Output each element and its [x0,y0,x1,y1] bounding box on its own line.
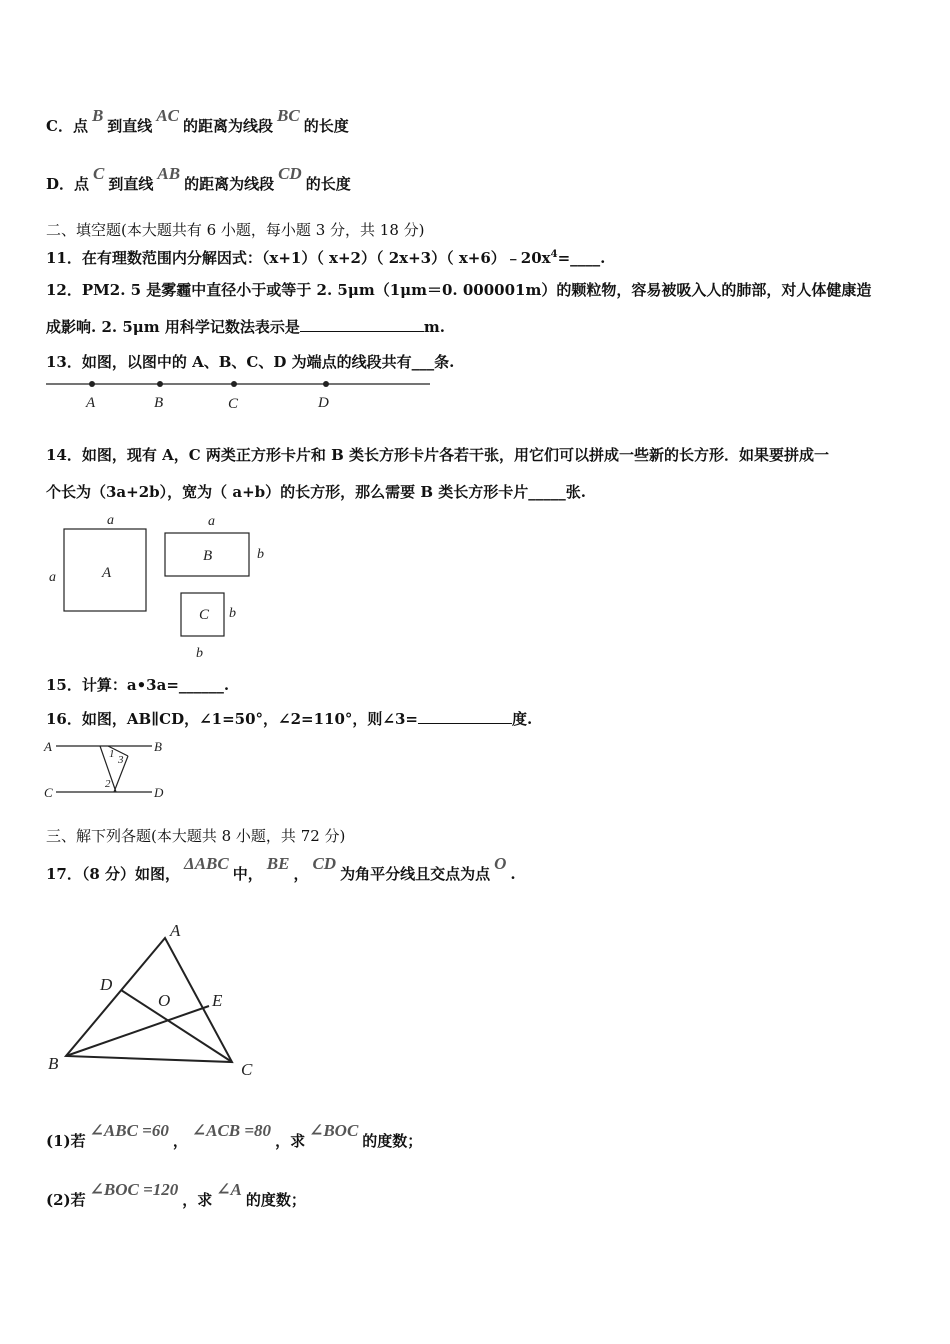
math-angle-a: ∠A [216,1180,242,1199]
section-2-heading: 二、填空题(本大题共有 6 小题，每小题 3 分，共 18 分) [46,221,425,239]
question-14-line2: 个长为（3a+2b），宽为（ a+b）的长方形，那么需要 B 类长方形卡片_____张. [46,483,586,501]
math-triangle-abc: ΔABC [184,854,229,873]
label-d: D [154,785,164,800]
card-b-name: B [203,548,213,564]
angle-3-label: 3 [118,754,124,766]
question-16: 16．如图，AB∥CD，∠1=50°，∠2=110°，则∠3= 度. [46,710,533,728]
point-d-label: D [100,975,113,994]
question-13: 13．如图，以图中的 A、B、C、D 为端点的线段共有___条. [46,353,455,371]
card-a-top-label: a [107,513,114,528]
question-15: 15．计算：a•3a=______. [46,676,230,694]
vertex-c-label: C [241,1060,253,1079]
label-c: C [44,785,53,800]
part-1: (1)若∠ABC =60，∠ACB =80，求∠BOC的度数； [46,1121,423,1150]
angle-1-label: 1 [109,748,115,760]
math-angle-boc: ∠BOC [309,1121,359,1140]
section-3-heading: 三、解下列各题(本大题共 8 小题，共 72 分) [46,827,346,845]
math-angle-boc: ∠BOC =120 [89,1180,179,1199]
option-d: D．点C到直线AB的距离为线段CD的长度 [46,164,351,193]
math-cd: CD [312,854,337,873]
math-c: C [93,164,105,183]
card-c-bottom-label: b [196,646,203,661]
vertex-b-label: B [48,1054,59,1073]
card-b-top-label: a [208,514,215,529]
point-b-label: B [154,395,164,411]
question-12-line2: 成影响. 2. 5μm 用科学记数法表示是 m. [46,318,445,336]
math-ab: AB [157,164,181,183]
card-a-name: A [102,565,112,581]
math-o: O [494,854,507,873]
card-b-side-label: b [257,547,264,562]
question-11: 11．在有理数范围内分解因式：（x+1）（ x+2）（ 2x+3）（ $x+6)﹣20x^4=\_\_\_\_$. [46,249,606,267]
question-12-line1: 12．PM2. 5 是雾霾中直径小于或等于 2. 5μm（1μm＝0. 000001m）的颗粒物，容易被吸入人的肺部，对人体健康造 [46,281,872,299]
part-2: (2)若∠BOC =120，求∠A的度数； [46,1180,306,1209]
label-a: A [44,739,52,754]
card-c-side-label: b [229,606,236,621]
point-o-label: O [158,991,171,1010]
math-be: BE [266,854,290,873]
math-b: B [91,106,104,125]
math-angle-acb: ∠ACB =80 [191,1121,272,1140]
math-cd: CD [278,164,302,183]
option-c: C．点B到直线AC的距离为线段BC的长度 [46,106,349,135]
point-e-label: E [212,991,223,1010]
math-angle-abc: ∠ABC =60 [89,1121,169,1140]
question-17: 17．（8 分）如图，ΔABC中，BE，CD为角平分线且交点为点O. [46,854,516,883]
math-ac: AC [156,106,179,125]
math-bc: BC [277,106,300,125]
vertex-a-label: A [170,921,181,940]
card-a-side-label: a [49,570,56,585]
point-d-label: D [318,395,329,411]
point-c-label: C [228,396,239,412]
point-a-label: A [86,395,96,411]
question-14-line1: 14．如图，现有 A，C 两类正方形卡片和 B 类长方形卡片各若干张，用它们可以拼成一些新的长方形．如果要拼成一 [46,446,830,464]
angle-2-label: 2 [105,778,111,790]
card-c-name: C [199,607,210,623]
label-b: B [154,739,162,754]
